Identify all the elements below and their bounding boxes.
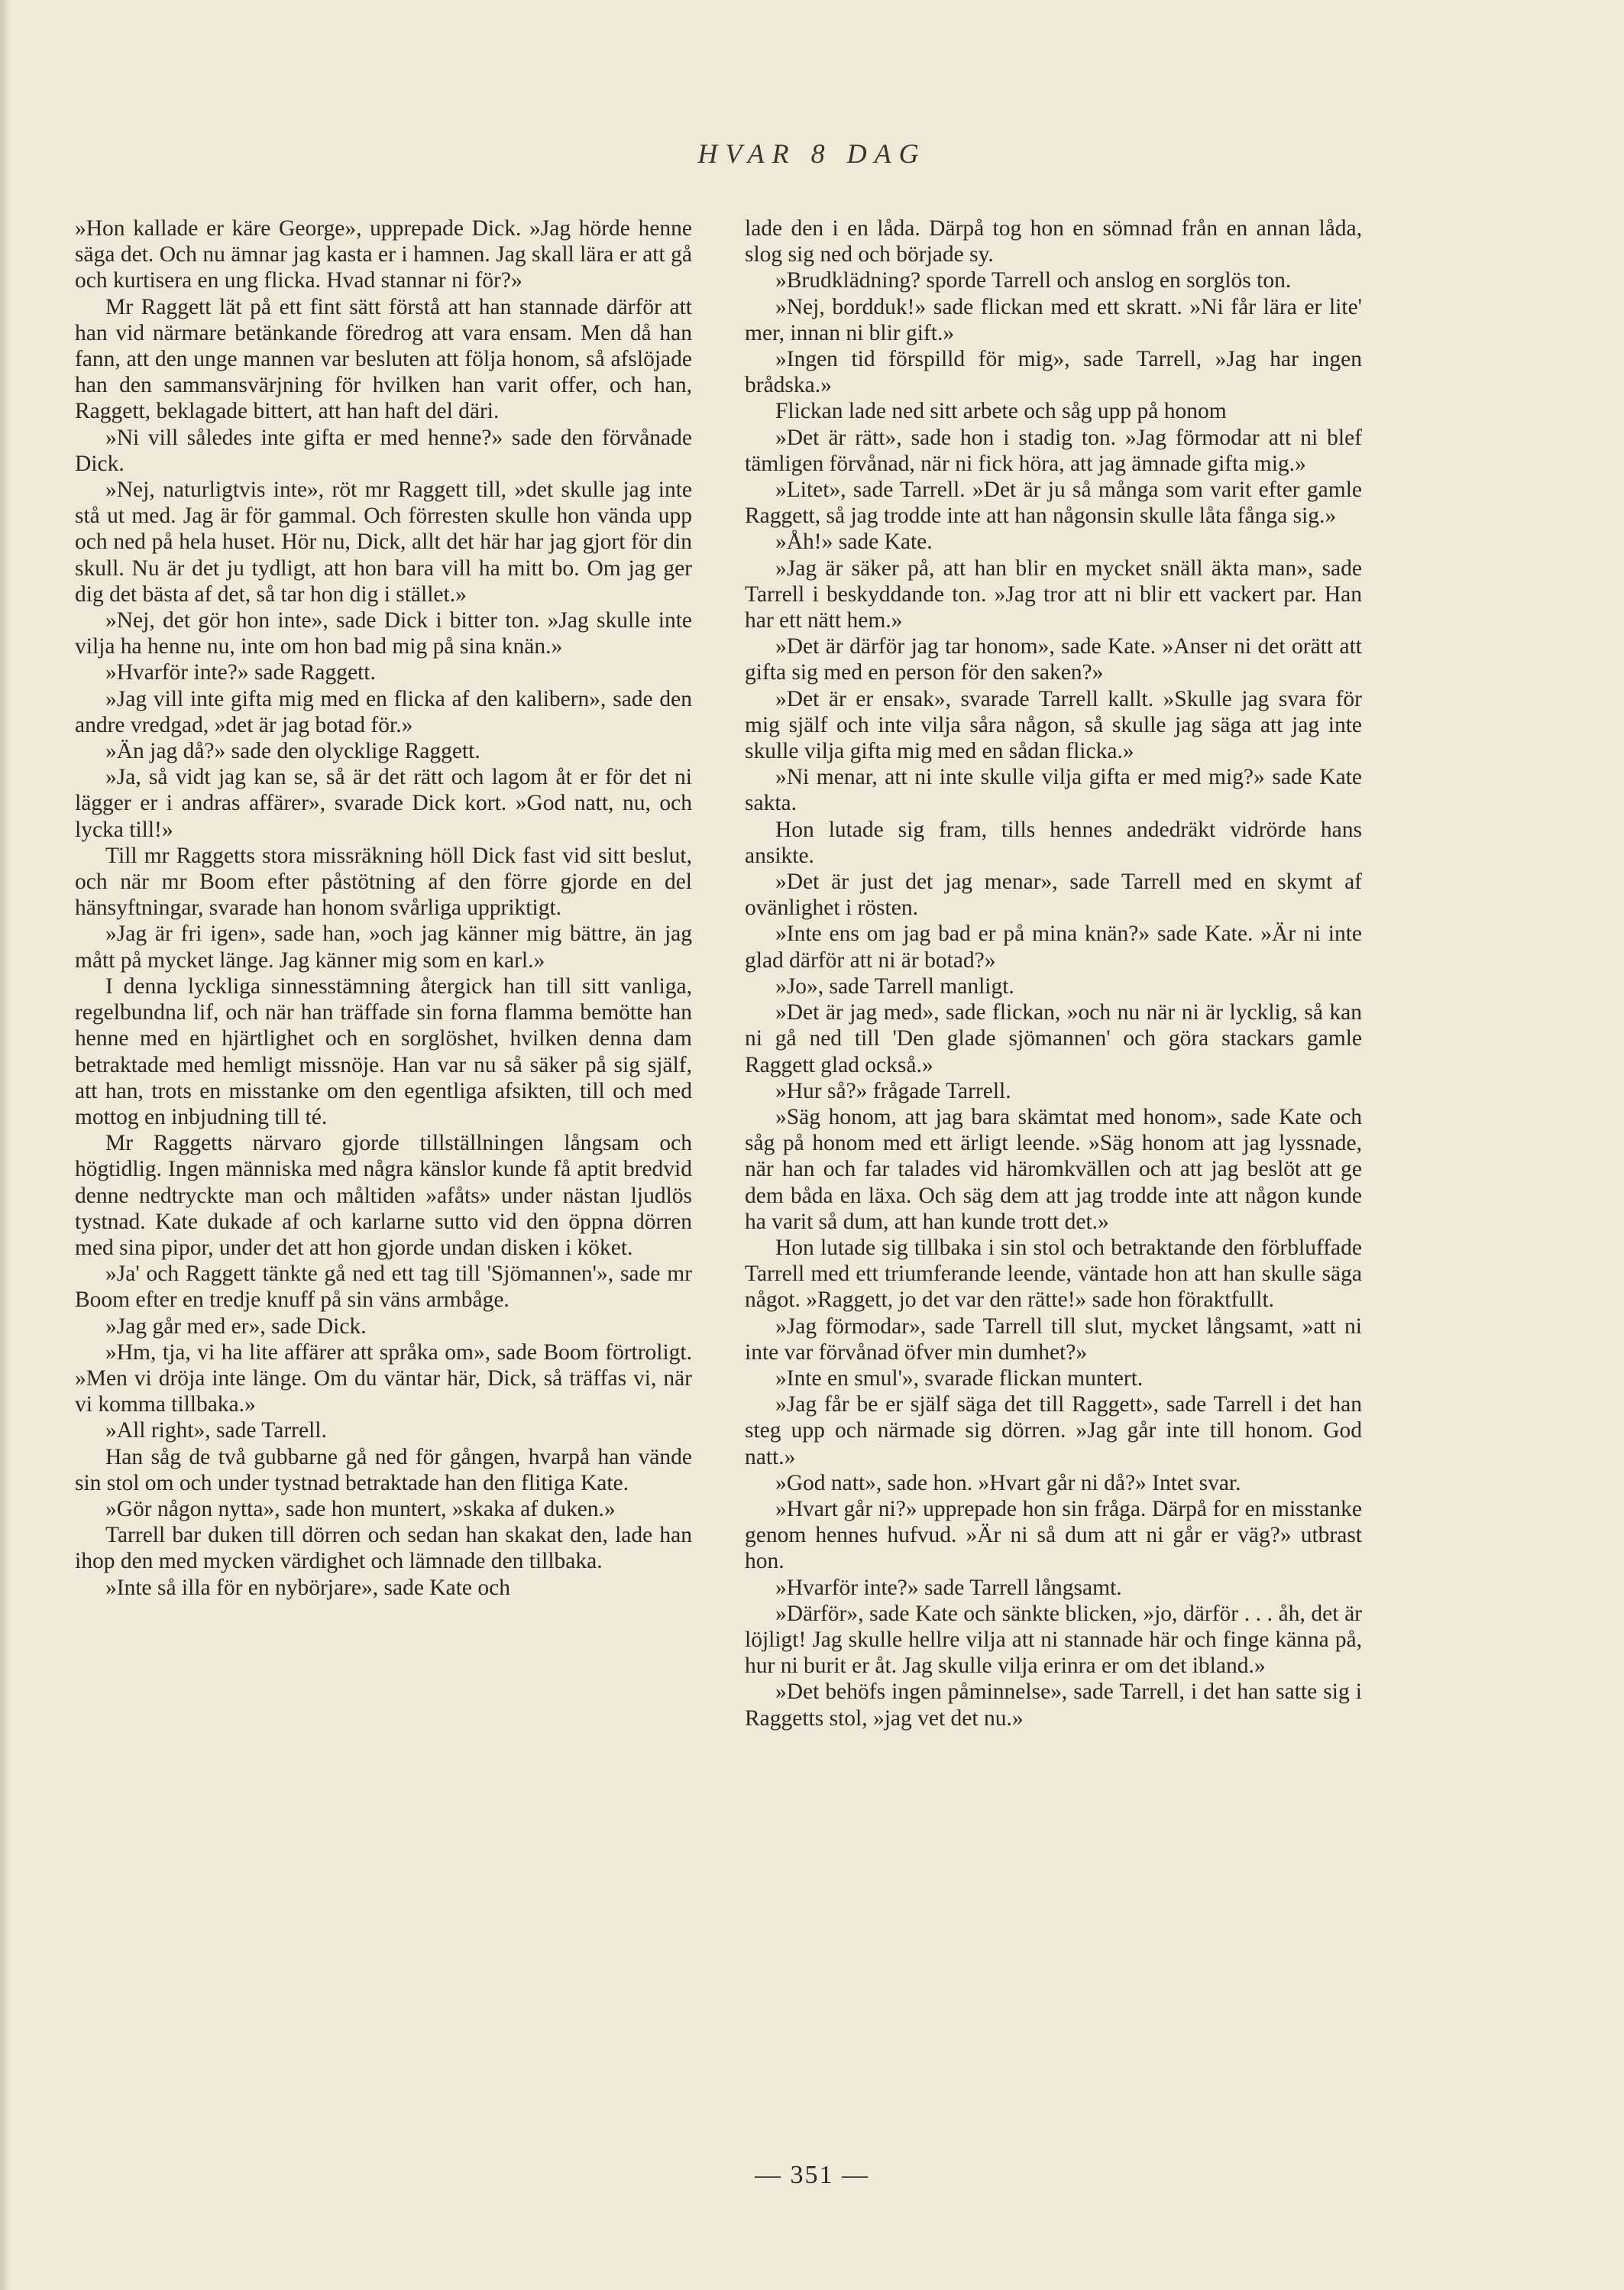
paragraph: »Inte en smul'», svarade flickan muntert. — [775, 1365, 1144, 1391]
page-number: — 351 — — [755, 2161, 869, 2189]
paragraph: »Gör någon nytta», sade hon muntert, »skaka af duken.» — [105, 1496, 616, 1521]
paragraph: »Jag förmodar», sade Tarrell till slut, mycket långsamt, »att ni inte var förvånad öfver min dumhet?» — [745, 1313, 1362, 1365]
paragraph: »Inte ens om jag bad er på mina knän?» sade Kate. »Är ni inte glad därför att ni är botad?» — [745, 922, 1362, 973]
paragraph: »Inte så illa för en nybörjare», sade Kate och — [105, 1575, 510, 1600]
paragraph: Mr Raggett lät på ett fint sätt förstå att han stannade därför att han vid närmare betänkande föredrog att vara ensam. Men då han fann, att den unge mannen var besluten att följa honom, så afslöjade han den sammansvärjning för hvilken han varit offer, och han, Raggett, beklagade bittert, att han haft del däri. — [75, 294, 692, 424]
paragraph: Till mr Raggetts stora missräkning höll Dick fast vid sitt beslut, och när mr Boom efter påstötning af den förre gjorde en del hänsyftningar, svarade han honom svårliga uppriktigt. — [75, 843, 692, 921]
left-column — [75, 215, 692, 1601]
paragraph: »Därför», sade Kate och sänkte blicken, »jo, därför . . . åh, det är löjligt! Jag skulle hellre vilja att ni stannade här och finge känna på, hur ni burit er åt. Jag skulle vilja erinra er om det ibland.» — [745, 1601, 1362, 1679]
paragraph: »Det är jag med», sade flickan, »och nu när ni är lycklig, så kan ni gå ned till 'Den glade sjömannen' och göra stackars gamle Raggett glad också.» — [745, 1000, 1362, 1077]
paragraph: Hon lutade sig tillbaka i sin stol och betraktande den förbluffade Tarrell med ett triumferande leende, väntade hon att han skulle säga något. »Raggett, jo det var den rätte!» sade hon föraktfullt. — [745, 1235, 1362, 1313]
paragraph: »Jag går med er», sade Dick. — [105, 1313, 367, 1339]
paragraph: Tarrell bar duken till dörren och sedan han skakat den, lade han ihop den med mycken värdighet och lämnade den tillbaka. — [75, 1523, 692, 1574]
paragraph: »Det är rätt», sade hon i stadig ton. »Jag förmodar att ni blef tämligen förvånad, när ni fick höra, att jag ämnade gifta mig.» — [745, 425, 1362, 476]
paragraph: Flickan lade ned sitt arbete och såg upp på honom — [775, 399, 1227, 424]
paragraph: »Ingen tid förspilld för mig», sade Tarrell, »Jag har ingen brådska.» — [745, 347, 1362, 398]
paragraph: »Ja' och Raggett tänkte gå ned ett tag till 'Sjömannen'», sade mr Boom efter en tredje knuff på sin väns armbåge. — [75, 1262, 692, 1313]
paragraph: »God natt», sade hon. »Hvart går ni då?» Intet svar. — [775, 1470, 1241, 1495]
paragraph: »Det behöfs ingen påminnelse», sade Tarrell, i det han satte sig i Raggetts stol, »jag vet det nu.» — [745, 1679, 1362, 1731]
paragraph: »Hon kallade er käre George», upprepade Dick. »Jag hörde henne säga det. Och nu ämnar jag kasta er i hamnen. Jag skall lära er att gå och kurtisera en ung flicka. Hvad stannar ni för?» — [75, 216, 692, 293]
paragraph: »Nej, det gör hon inte», sade Dick i bitter ton. »Jag skulle inte vilja ha henne nu, inte om hon bad mig på sina knän.» — [75, 608, 692, 659]
paragraph: Hon lutade sig fram, tills hennes andedräkt vidrörde hans ansikte. — [745, 817, 1362, 868]
paragraph: »Än jag då?» sade den olycklige Raggett. — [105, 739, 480, 764]
paragraph: »Hvart går ni?» upprepade hon sin fråga. Därpå for en misstanke genom hennes hufvud. »Är ni så dum att ni går er väg?» utbrast hon. — [745, 1496, 1362, 1574]
page-edge-shadow — [0, 0, 11, 2290]
paragraph: »Det är därför jag tar honom», sade Kate. »Anser ni det orätt att gifta sig med en person för den saken?» — [745, 634, 1362, 685]
paragraph: Han såg de två gubbarne gå ned för gången, hvarpå han vände sin stol om och under tystnad betraktade han den flitiga Kate. — [75, 1444, 692, 1495]
paragraph: »Jag får be er själf säga det till Raggett», sade Tarrell i det han steg upp och närmade sig dörren. »Jag går inte till honom. God natt.» — [745, 1392, 1362, 1469]
paragraph: lade den i en låda. Därpå tog hon en sömnad från en annan låda, slog sig ned och började sy. — [745, 216, 1362, 267]
paragraph: »Hvarför inte?» sade Tarrell långsamt. — [775, 1575, 1122, 1600]
paragraph: »Jag är fri igen», sade han, »och jag känner mig bättre, än jag mått på mycket länge. Jag känner mig som en karl.» — [75, 922, 692, 973]
paragraph: »All right», sade Tarrell. — [105, 1418, 327, 1443]
paragraph: »Hm, tja, vi ha lite affärer att språka om», sade Boom förtroligt. »Men vi dröja inte länge. Om du väntar här, Dick, så träffas vi, när vi komma tillbaka.» — [75, 1339, 692, 1417]
paragraph: »Brudklädning? sporde Tarrell och anslog en sorglös ton. — [775, 268, 1292, 293]
paragraph: Mr Raggetts närvaro gjorde tillställningen långsam och högtidlig. Ingen människa med några känslor kunde få aptit bredvid denne nedtryckte man och måltiden »afåts» under nästan ljudlös tystnad. Kate dukade af och karlarne sutto vid den öppna dörren med sina pipor, under det att hon gjorde undan disken i köket. — [75, 1131, 692, 1260]
paragraph: »Jag är säker på, att han blir en mycket snäll äkta man», sade Tarrell i beskyddande ton. »Jag tror att ni blir ett vackert par. Han har ett nätt hem.» — [745, 555, 1362, 633]
paragraph: »Ja, så vidt jag kan se, så är det rätt och lagom åt er för det ni lägger er i andras affärer», svarade Dick kort. »God natt, nu, och lycka till!» — [75, 765, 692, 842]
paragraph: I denna lyckliga sinnesstämning återgick han till sitt vanliga, regelbundna lif, och när han träffade sin forna flamma bemötte han henne med en hjärtlighet och en sorglöshet, hvilken denna dam betraktade med hemligt missnöje. Han var nu så säker på sig själf, att han, trots en misstanke om den egentliga afsikten, till och med mottog en inbjudning till té. — [75, 973, 692, 1129]
paragraph: »Det är just det jag menar», sade Tarrell med en skymt af ovänlighet i rösten. — [745, 870, 1362, 921]
paragraph: »Litet», sade Tarrell. »Det är ju så många som varit efter gamle Raggett, så jag trodde inte att han någonsin skulle låta fånga sig.» — [745, 478, 1362, 529]
paragraph: »Åh!» sade Kate. — [775, 530, 933, 555]
right-column — [745, 215, 1362, 1731]
paragraph: »Hur så?» frågade Tarrell. — [775, 1078, 1011, 1103]
paragraph: »Nej, naturligtvis inte», röt mr Raggett till, »det skulle jag inte stå ut med. Jag är för gammal. Och förresten skulle hon vända upp och ned på hela huset. Hör nu, Dick, allt det här har jag gjort för din skull. Nu är det ju tydligt, att hon bara vill ha mitt bo. Om jag ger dig det bästa af det, så tar hon dig i stället.» — [75, 478, 692, 607]
paragraph: »Det är er ensak», svarade Tarrell kallt. »Skulle jag svara för mig själf och inte vilja såra någon, så skulle jag säga att jag inte skulle vilja gifta mig med en sådan flicka.» — [745, 686, 1362, 764]
paragraph: »Jo», sade Tarrell manligt. — [775, 973, 1014, 999]
running-title: HVAR 8 DAG — [697, 138, 927, 169]
paragraph: »Jag vill inte gifta mig med en flicka af den kalibern», sade den andre vredgad, »det är jag botad för.» — [75, 686, 692, 737]
paragraph: »Ni vill således inte gifta er med henne?» sade den förvånade Dick. — [75, 425, 692, 476]
paragraph: »Hvarför inte?» sade Raggett. — [105, 660, 376, 685]
paragraph: »Säg honom, att jag bara skämtat med honom», sade Kate och såg på honom med ett ärligt leende. »Säg honom att jag lyssnade, när han och far talades vid häromkvällen och att jag beslöt att ge dem båda en läxa. Och säg dem att jag trodde inte att någon kunde ha varit så dum, att han kunde trott det.» — [745, 1104, 1362, 1234]
paragraph: »Nej, bordduk!» sade flickan med ett skratt. »Ni får lära er lite' mer, innan ni blir gift.» — [745, 294, 1362, 345]
paragraph: »Ni menar, att ni inte skulle vilja gifta er med mig?» sade Kate sakta. — [745, 765, 1362, 816]
